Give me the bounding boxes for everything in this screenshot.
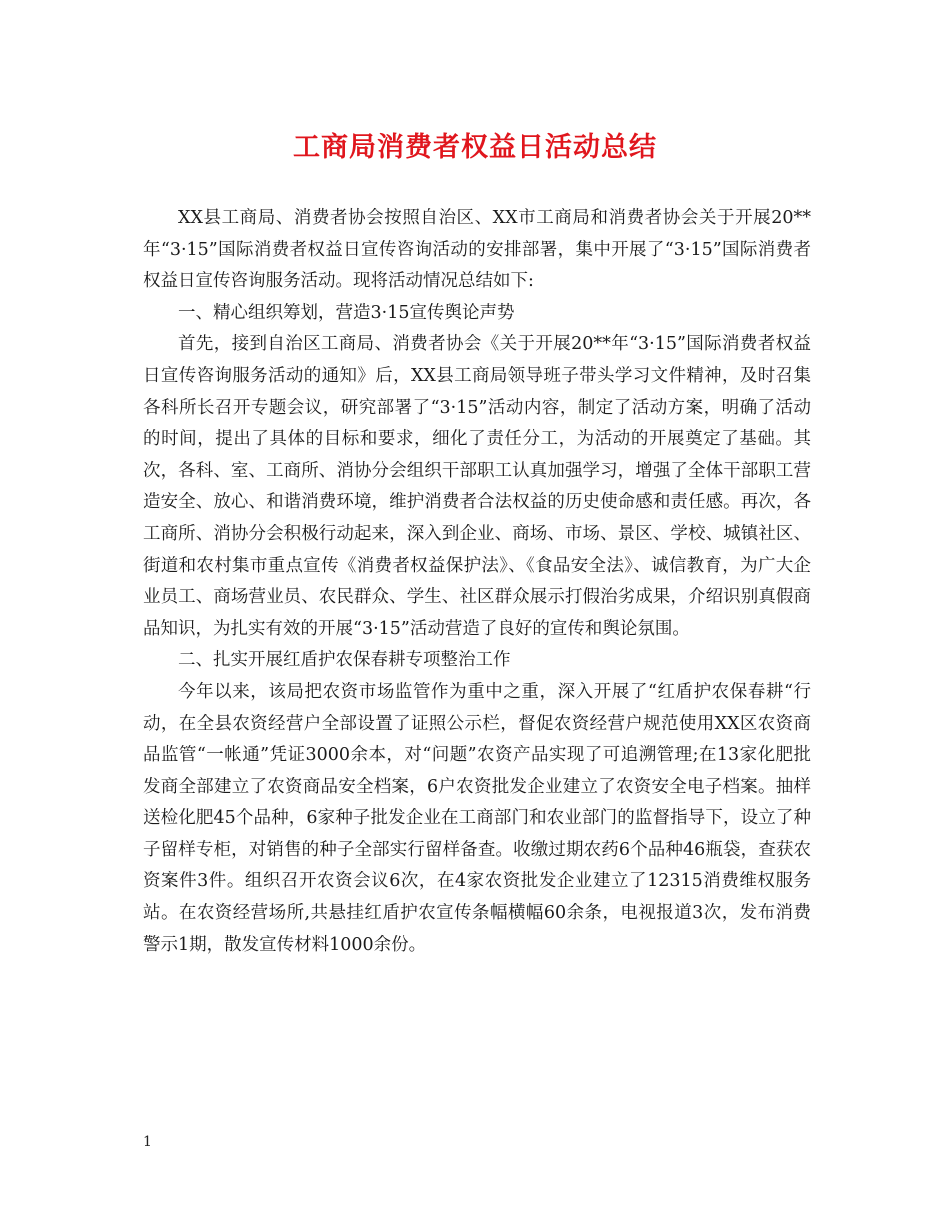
- document-body: [143, 203, 811, 961]
- intro-paragraph: XX县工商局、消费者协会按照自治区、XX市工商局和消费者协会关于开展20**年“3·15”国际消费者权益日宣传咨询活动的安排部署，集中开展了“3·15”国际消费者权益日宣传咨询服务活动。现将活动情况总结如下:: [143, 208, 811, 292]
- section-heading-2: 二、扎实开展红盾护农保春耕专项整治工作: [178, 650, 511, 671]
- section-1-paragraph: 首先，接到自治区工商局、消费者协会《关于开展20**年“3·15”国际消费者权益日宣传咨询服务活动的通知》后，XX县工商局领导班子带头学习文件精神，及时召集各科所长召开专题会议，研究部署了“3·15”活动内容，制定了活动方案，明确了活动的时间，提出了具体的目标和要求，细化了责任分工，为活动的开展奠定了基础。其次，各科、室、工商所、消协分会组织干部职工认真加强学习，增强了全体干部职工营造安全、放心、和谐消费环境，维护消费者合法权益的历史使命感和责任感。再次，各工商所、消协分会积极行动起来，深入到企业、商场、市场、景区、学校、城镇社区、街道和农村集市重点宣传《消费者权益保护法》、《食品安全法》、诚信教育，为广大企业员工、商场营业员、农民群众、学生、社区群众展示打假治劣成果，介绍识别真假商品知识，为扎实有效的开展“3·15”活动营造了良好的宣传和舆论氛围。: [143, 334, 811, 639]
- section-2-paragraph: 今年以来，该局把农资市场监管作为重中之重，深入开展了“红盾护农保春耕“行动，在全县农资经营户全部设置了证照公示栏，督促农资经营户规范使用XX区农资商品监管“一帐通”凭证3000余本，对“问题”农资产品实现了可追溯管理;在13家化肥批发商全部建立了农资商品安全档案，6户农资批发企业建立了农资安全电子档案。抽样送检化肥45个品种，6家种子批发企业在工商部门和农业部门的监督指导下，设立了种子留样专柜，对销售的种子全部实行留样备查。收缴过期农药6个品种46瓶袋，查获农资案件3件。组织召开农资会议6次，在4家农资批发企业建立了12315消费维权服务站。在农资经营场所,共悬挂红盾护农宣传条幅横幅60余条，电视报道3次，发布消费警示1期，散发宣传材料1000余份。: [143, 681, 811, 955]
- page-number: 1: [143, 1134, 152, 1150]
- section-heading-1: 一、精心组织筹划，营造3·15宣传舆论声势: [178, 302, 515, 323]
- document-title: 工商局消费者权益日活动总结: [293, 132, 657, 163]
